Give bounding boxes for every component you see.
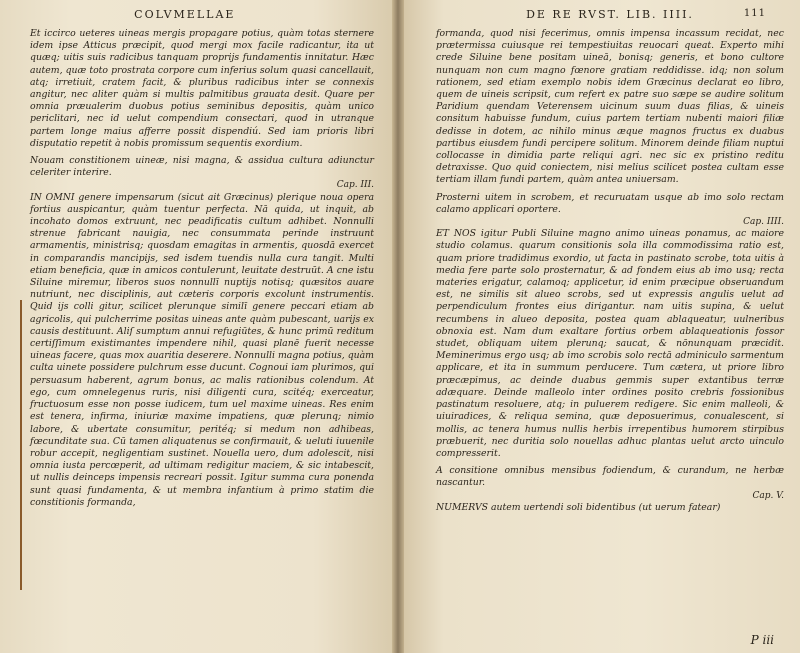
cap-v-label: Cap. V. bbox=[752, 490, 784, 501]
signature-mark: P iii bbox=[750, 633, 774, 647]
ink-margin-bracket bbox=[20, 300, 30, 590]
right-summary-iiii: Prosterni uitem in scrobem, et recuruatam usque ab imo solo rectam calamo applicari oportere. bbox=[436, 191, 784, 215]
left-running-head-title: COLVMELLAE bbox=[134, 8, 236, 21]
right-running-head-title: DE RE RVST. LIB. IIII. bbox=[526, 8, 694, 21]
right-page bbox=[404, 0, 800, 653]
left-paragraph-2: IN OMNI genere impensarum (sicut ait Græcinus) plerique noua opera fortius auspicantur, quàm tuentur perfecta. Nā quida, ut inquit, ab incohato domos extruunt, nec peadificatis cultum adhibet. Nonnulli strenue fabricant nauigia, nec consummata perinde instruunt armamentis, ministrisq; quosdam emagitas in armentis, quosdā exercet in comparandis mancipijs, sed isdem tuendis nulla cura tangit. Multi etiam beneficia, quæ in amicos contulerunt, leuitate destruūt. A cne istu Siluine miremur, liberos suos nonnullī nuptijs notisq; quæsitos auare nutriunt, nec disciplinis, aut cæteris corporis excolunt instrumentis. Quid ijs colli gitur, scilicet plerunque similī genere peccari etiam ab agricolis, qui pulcherrime positas uineas ante quàm pubescant, uarijs ex causis destituunt. Aliſ sumptum annui refugiūtes, & hunc primū reditum certiſſimum existimantes impendere nihil, quasi planē fuerit necesse uineas facere, quas mox auaritia deserere. Nonnulli magna potius, quàm culta uinete possidere pulchrum esse ducunt. Cognoui iam plurimos, qui persuasum haberent, agrum bonus, ac malis rationibus colendum. At ego, cum omnelegenus ruris, nisi diligenti cura, scitéq; exerceatur, fructuosum esse non posse iudicem, tum uel maxime uineas. Res enim est tenera, infirma, iniuriæ maxime impatiens, quæ plerunq; nimio labore, & ubertate consumitur, peritéq; si medum non adhibeas, fœcunditate sua. Cū tamen aliquatenus se confirmauit, & ueluti iuuenile robur accepit, negligentiam sustinet. Nouella uero, dum adolescit, nisi omnia iusta percœperit, ad ultimam redigitur maciem, & sic intabescit, ut nullis deinceps impensis recreari possit. Igitur summa cura ponenda sunt quasi fundamenta, & ut membra infantium à primo statim die constitionis formanda, bbox=[30, 191, 374, 508]
right-page-text bbox=[436, 28, 784, 514]
left-summary-iii: Nouam constitionem uineæ, nisi magna, & assidua cultura adiunctur celeriter interire. bbox=[30, 155, 374, 179]
right-summary-v: A consitione omnibus mensibus fodiendum, & curandum, ne herbæ nascantur. bbox=[436, 465, 784, 489]
left-paragraph-1: Et iccirco ueteres uineas mergis propagare potius, quàm totas sternere idem ipse Atticus præcipit, quod mergi mox facile radicantur, ita ut quæq; uitis suis radicibus tanquam proprijs fundamentis innitatur. Hæc autem, quæ toto prostrata corpore cum inferius solum quasi cancellauit, atq; irretiuit, cratem facit, & pluribus radicibus inter se connexis angitur, nec aliter quàm si multis palmitibus grauata desit. Quare per omnia præualerim duobus potius seminibus depositis, quàm unico periclitari, nec id uelut compendium consectari, quod in utranque partem longe maius afferre possit dispendiú. Sed iam prioris libri disputatio repetit à nobis promissum sequentis exordium. bbox=[30, 28, 374, 149]
left-page bbox=[0, 0, 392, 653]
cap-iii-label: Cap. III. bbox=[336, 180, 374, 191]
right-running-head bbox=[436, 8, 784, 28]
left-running-head bbox=[30, 8, 374, 28]
right-paragraph-1: formanda, quod nisi fecerimus, omnis impensa incassum recidat, nec prætermissa cuiusque rei tempestiuitas reuocari queat. Experto mihi crede Siluine bene positam uineā, bonisq; generis, et bono cultore nunquam non cum magno fœnore gratiam reddidisse. idq; non solum rationem, sed etiam exemplo nobis idem Græcinus declarat eo libro, quem de uineis scripsit, cum refert ex patre suo sæpe se audire solitum Paridium quendam Veterensem uicinum suum duas filias, & uineis consitum habuisse fundum, cuius partem tertiam nubenti maiori filiæ dedisse in dotem, ac nihilo minus æque magnos fructus ex duabus partibus eiusdem fundi percipere solitum. Minorem deinde filiam nuptui collocasse in dimidia parte reliqui agri. nec sic ex pristino reditu detraxisse. Quo quid coniectem, nisi melius scilicet postea cultam esse tertiam illam fundi partem, quàm antea uniuersam. bbox=[436, 28, 784, 186]
left-page-text bbox=[30, 28, 374, 509]
right-paragraph-2: ET NOS igitur Publi Siluine magno animo uineas ponamus, ac maiore studio colamus. quarum consitionis sola illa commodissima ratio est, quam priore tradidimus exordio, ut facta in pastinato scrobe, tota uitis à media fere parte solo prosternatur, & ad fondem eius ab imo usq; recta materies erigatur, calamoq; applicetur, id enim præcipue obseruandum est, ne similis sit alueo scrobs, sed ut expressis angulis uelut ad perpendiculum frontes eius dirigantur. nam uitis supina, & uelut recumbens in alueo deposita, postea quam ablaqueatur, uulneribus obnoxia est. Nam dum exaltare fortius orbem ablaqueationis fossor studet, obliquam uitem plerunq; saucat, & nōnunquam præcidit. Meminerimus ergo usq; ab imo scrobis solo rectā adminiculo sarmentum applicare, et ita in summum perducere. Tum cætera, ut priore libro præcæpimus, ac deinde duabus gemmis super extantibus terræ adæquare. Deinde malleolo inter ordines posito crebris fossionibus pastinatum resoluere, atq; in puluerem redigere. Sic enim malleoli, & uiuiradices, & reliqua semina, quæ deposuerimus, conualescent, si mollis, ac tenera humus nullis herbis irrepentibus humorem stirpibus præbuerit, nec duritia solo nouellas adhuc plantas uelut arcto uinculo compresserit. bbox=[436, 228, 784, 459]
page-number: 111 bbox=[743, 8, 766, 19]
right-paragraph-3: NUMERVS autem uertendi soli bidentibus (ut uerum fatear) bbox=[436, 501, 721, 513]
cap-iiii-label: Cap. IIII. bbox=[743, 217, 784, 228]
book-gutter bbox=[392, 0, 404, 653]
